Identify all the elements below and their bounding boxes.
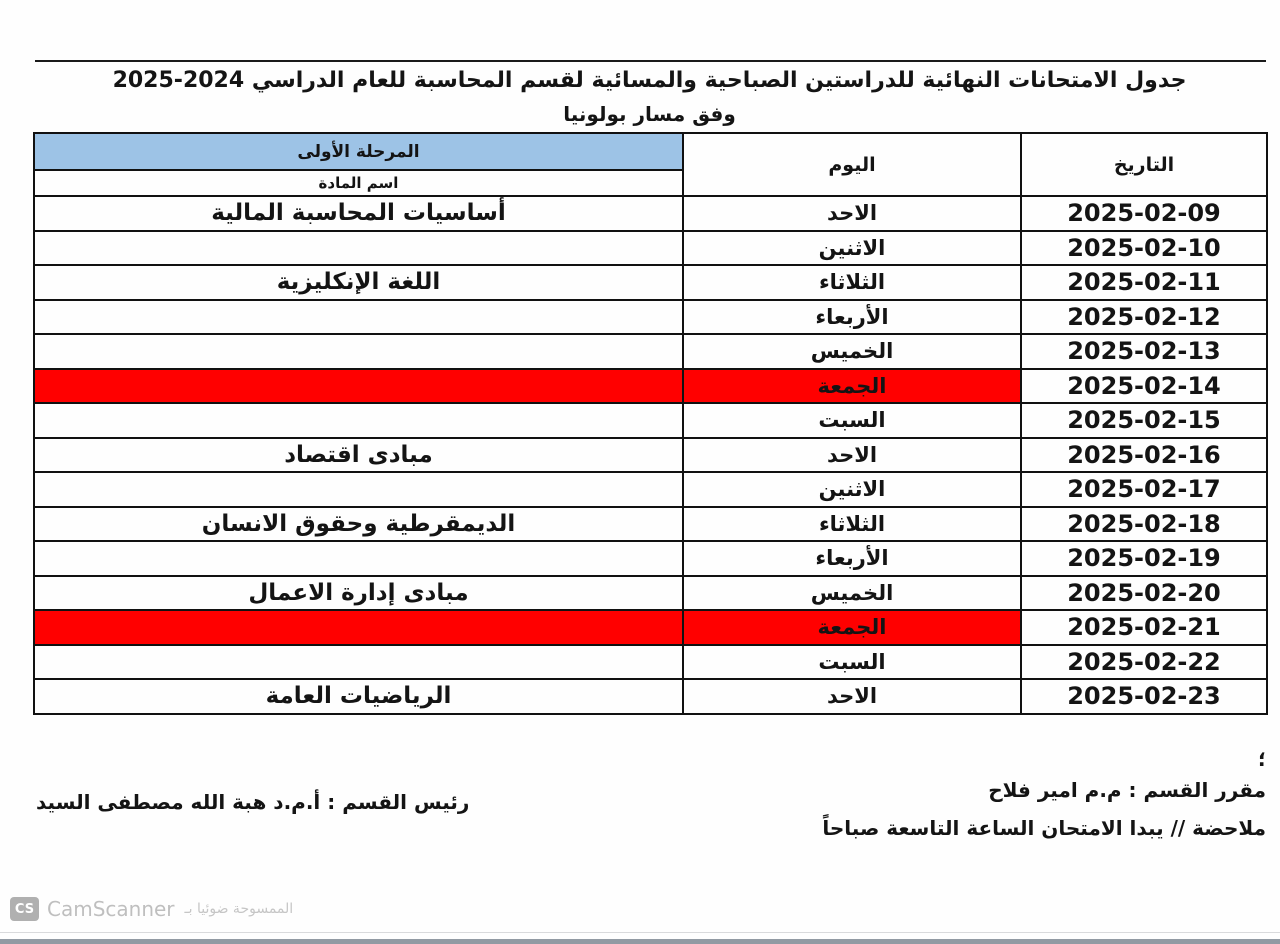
day-cell: الجمعة bbox=[683, 369, 1021, 404]
date-cell: 2025-02-13 bbox=[1021, 334, 1267, 369]
schedule-row bbox=[34, 334, 1267, 369]
day-cell: الجمعة bbox=[683, 610, 1021, 645]
day-cell: الاحد bbox=[683, 438, 1021, 473]
schedule-row bbox=[34, 541, 1267, 576]
schedule-row bbox=[34, 231, 1267, 266]
camscanner-arabic-caption: الممسوحة ضوئيا بـ bbox=[184, 901, 294, 917]
subject-cell: اللغة الإنكليزية bbox=[34, 265, 683, 300]
semicolon-mark: ؛ bbox=[1258, 747, 1266, 771]
day-cell: الثلاثاء bbox=[683, 265, 1021, 300]
stage-header: المرحلة الأولى bbox=[34, 133, 683, 170]
subject-cell bbox=[34, 300, 683, 335]
document-subtitle: وفق مسار بولونيا bbox=[563, 102, 736, 126]
subject-cell bbox=[34, 645, 683, 680]
department-head-line: رئيس القسم : أ.م.د هبة الله مصطفى السيد bbox=[36, 790, 470, 814]
exam-schedule-table bbox=[33, 132, 1268, 715]
subject-cell: مبادى إدارة الاعمال bbox=[34, 576, 683, 611]
date-column-header: التاريخ bbox=[1021, 133, 1267, 196]
date-cell: 2025-02-18 bbox=[1021, 507, 1267, 542]
date-cell: 2025-02-15 bbox=[1021, 403, 1267, 438]
day-cell: السبت bbox=[683, 403, 1021, 438]
subject-cell bbox=[34, 472, 683, 507]
subject-cell: الرياضيات العامة bbox=[34, 679, 683, 714]
title-block bbox=[33, 66, 1266, 128]
subject-cell bbox=[34, 541, 683, 576]
schedule-row bbox=[34, 645, 1267, 680]
schedule-row bbox=[34, 265, 1267, 300]
camscanner-logo-icon: CS bbox=[10, 897, 39, 921]
subject-cell: مبادى اقتصاد bbox=[34, 438, 683, 473]
date-cell: 2025-02-20 bbox=[1021, 576, 1267, 611]
subject-cell: الديمقرطية وحقوق الانسان bbox=[34, 507, 683, 542]
header-row-top bbox=[34, 133, 1267, 170]
subject-cell bbox=[34, 610, 683, 645]
camscanner-watermark bbox=[10, 894, 293, 924]
day-cell: الخميس bbox=[683, 334, 1021, 369]
subject-cell bbox=[34, 231, 683, 266]
day-cell: الخميس bbox=[683, 576, 1021, 611]
footer-right-block bbox=[822, 748, 1266, 840]
subject-cell bbox=[34, 369, 683, 404]
schedule-row bbox=[34, 438, 1267, 473]
day-cell: الاثنين bbox=[683, 472, 1021, 507]
schedule-row bbox=[34, 679, 1267, 714]
day-cell: الأربعاء bbox=[683, 300, 1021, 335]
day-column-header: اليوم bbox=[683, 133, 1021, 196]
schedule-row bbox=[34, 196, 1267, 231]
day-cell: الأربعاء bbox=[683, 541, 1021, 576]
title-top-border bbox=[35, 60, 1266, 62]
schedule-row bbox=[34, 507, 1267, 542]
date-cell: 2025-02-11 bbox=[1021, 265, 1267, 300]
date-cell: 2025-02-19 bbox=[1021, 541, 1267, 576]
date-cell: 2025-02-14 bbox=[1021, 369, 1267, 404]
schedule-row bbox=[34, 369, 1267, 404]
date-cell: 2025-02-23 bbox=[1021, 679, 1267, 714]
schedule-body bbox=[34, 196, 1267, 714]
scan-bottom-edge bbox=[0, 939, 1280, 944]
document-title: جدول الامتحانات النهائية للدراستين الصباحية والمسائية لقسم المحاسبة للعام الدراسي 2024‏-‏2025 bbox=[112, 68, 1187, 93]
date-cell: 2025-02-17 bbox=[1021, 472, 1267, 507]
date-cell: 2025-02-09 bbox=[1021, 196, 1267, 231]
exam-time-note: ملاحضة // يبدا الامتحان الساعة التاسعة صباحاً bbox=[822, 816, 1266, 840]
schedule-row bbox=[34, 300, 1267, 335]
scan-divider-line bbox=[0, 932, 1280, 933]
schedule-row bbox=[34, 472, 1267, 507]
subject-cell bbox=[34, 403, 683, 438]
date-cell: 2025-02-22 bbox=[1021, 645, 1267, 680]
date-cell: 2025-02-21 bbox=[1021, 610, 1267, 645]
department-coordinator-line: مقرر القسم : م.م امير فلاح bbox=[988, 778, 1266, 802]
schedule-row bbox=[34, 610, 1267, 645]
date-cell: 2025-02-12 bbox=[1021, 300, 1267, 335]
day-cell: السبت bbox=[683, 645, 1021, 680]
day-cell: الاحد bbox=[683, 196, 1021, 231]
day-cell: الثلاثاء bbox=[683, 507, 1021, 542]
subject-cell: أساسيات المحاسبة المالية bbox=[34, 196, 683, 231]
schedule-row bbox=[34, 403, 1267, 438]
date-cell: 2025-02-10 bbox=[1021, 231, 1267, 266]
camscanner-brand-text: CamScanner bbox=[47, 897, 175, 921]
subject-cell bbox=[34, 334, 683, 369]
schedule-row bbox=[34, 576, 1267, 611]
date-cell: 2025-02-16 bbox=[1021, 438, 1267, 473]
day-cell: الاثنين bbox=[683, 231, 1021, 266]
day-cell: الاحد bbox=[683, 679, 1021, 714]
subject-column-header: اسم المادة bbox=[34, 170, 683, 196]
schedule-header bbox=[34, 133, 1267, 196]
